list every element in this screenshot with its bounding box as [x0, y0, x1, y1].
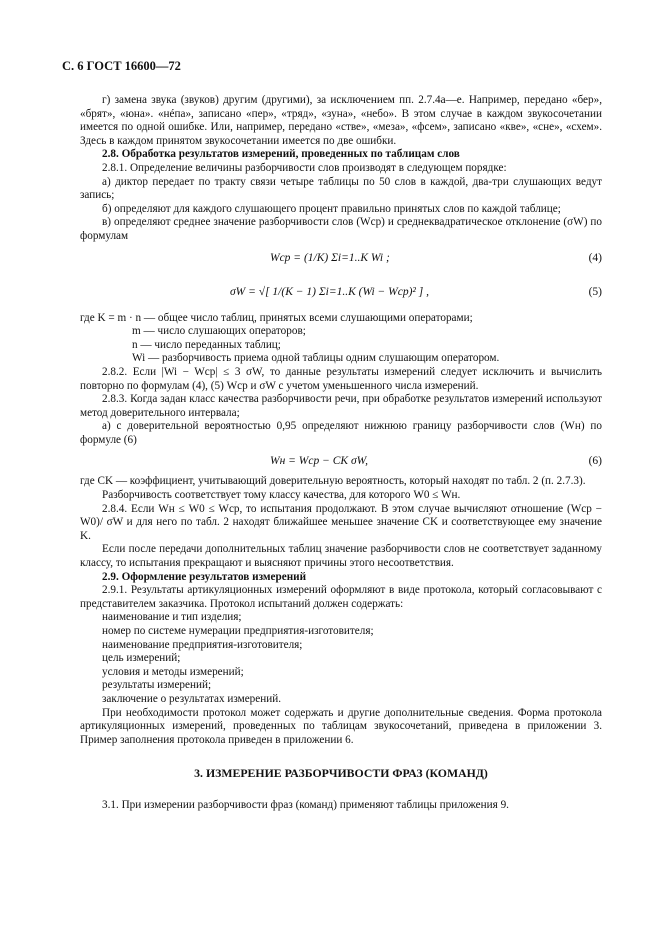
section-3-heading: 3. ИЗМЕРЕНИЕ РАЗБОРЧИВОСТИ ФРАЗ (КОМАНД): [194, 766, 488, 781]
list-item: наименование и тип изделия;: [102, 611, 242, 624]
section-2-9-heading: 2.9. Оформление результатов измерений: [102, 570, 307, 583]
formula-6-expression: Wн = Wср − CK σW,: [270, 455, 369, 468]
formula-6-number: (6): [588, 455, 602, 468]
clause-2-8-1-c: в) определяют среднее значение разборчивости слов (Wср) и среднеквадратическое отклонение (σW) по формулам: [80, 216, 602, 242]
where-n-definition: n — число переданных таблиц;: [132, 338, 281, 351]
closing-paragraph: При необходимости протокол может содержать и другие дополнительные сведения. Форма протокола артикуляционных измерений, проведенных по таблицам звукосочетаний, приведена в приложении 3. Пример заполнения протокола приведен в приложении 6.: [80, 706, 602, 746]
paragraph-sound-replacement: г) замена звука (звуков) другим (другими), за исключением пп. 2.7.4а—е. Например, передано «бер», «брят», «юна». «нéпа», записано «пер», «тряд», «зуна», «небо». В этом случае в каждом звукосочетании имеется по одной ошибке. Или, например, передано «стве», «меза», «фсем», записано «кве», «сне», «схем». Здесь в каждом принятом звукосочетании имеется по две ошибки.: [80, 94, 602, 147]
clause-2-8-1-a: а) диктор передает по тракту связи четыре таблицы по 50 слов в каждой, два-три слушающих ведут запись;: [80, 175, 602, 202]
list-item: номер по системе нумерации предприятия-изготовителя;: [102, 625, 374, 637]
section-2-8-heading: 2.8. Обработка результатов измерений, проведенных по таблицам слов: [102, 148, 460, 161]
clause-2-8-4: 2.8.4. Если Wн ≤ W0 ≤ Wср, то испытания продолжают. В этом случае вычисляют отношение (Wср − W0)/ σW и для него по табл. 2 находят ближайшее меньшее значение CK и соответствующее ему значение K.: [80, 502, 602, 542]
formula-6: [80, 447, 602, 475]
document-body: [80, 94, 602, 813]
clause-2-8-1: 2.8.1. Определение величины разборчивости слов производят в следующем порядке:: [102, 161, 507, 174]
list-item: наименование предприятия-изготовителя;: [102, 638, 303, 651]
formula-4: [80, 244, 602, 278]
clause-2-9-1: 2.9.1. Результаты артикуляционных измерений оформляют в виде протокола, который согласовывают с представителем заказчика. Протокол испытаний должен содержать:: [80, 584, 602, 610]
formula-5: [80, 278, 602, 312]
formula-5-expression: σW = √[ 1/(K − 1) Σi=1..K (Wi − Wср)² ] ,: [230, 285, 429, 298]
where-m-definition: m — число слушающих операторов;: [132, 325, 306, 338]
extra-tables-paragraph: Если после передачи дополнительных таблиц значение разборчивости слов не соответствует заданному классу, то испытания прекращают и выясняют причины этого несоответствия.: [80, 543, 602, 570]
list-item: цель измерений;: [102, 652, 181, 665]
formula-5-number: (5): [588, 285, 602, 298]
clause-2-8-1-b: б) определяют для каждого слушающего процент правильно принятых слов по каждой таблице;: [102, 202, 561, 215]
list-item: заключение о результатах измерений.: [102, 692, 281, 705]
ck-definition: где CK — коэффициент, учитывающий доверительную вероятность, который находят по табл. 2 (п. 2.7.3).: [80, 475, 586, 488]
where-k-definition: где K = m · n — общее число таблиц, принятых всеми слушающими операторами;: [80, 311, 473, 324]
class-condition: Разборчивость соответствует тому классу качества, для которого W0 ≤ Wн.: [102, 489, 461, 502]
clause-2-8-2: 2.8.2. Если |Wi − Wср| ≤ 3 σW, то данные результаты измерений следует исключить и вычислить повторно по формулам (4), (5) Wср и σW с учетом уменьшенного числа измерений.: [80, 365, 602, 392]
formula-4-number: (4): [588, 251, 602, 264]
clause-2-8-3-a: а) с доверительной вероятностью 0,95 определяют нижнюю границу разборчивости слов (Wн) по формуле (6): [80, 420, 602, 446]
clause-3-1: 3.1. При измерении разборчивости фраз (команд) применяют таблицы приложения 9.: [102, 798, 509, 811]
formula-4-expression: Wср = (1/K) Σi=1..K Wi ;: [270, 251, 390, 264]
list-item: результаты измерений;: [102, 679, 212, 692]
list-item: условия и методы измерений;: [102, 665, 244, 678]
where-wi-definition: Wi — разборчивость приема одной таблицы одним слушающим оператором.: [132, 352, 500, 365]
clause-2-8-3: 2.8.3. Когда задан класс качества разборчивости речи, при обработке результатов измерений используют метод доверительного интервала;: [80, 393, 602, 419]
page-header: С. 6 ГОСТ 16600—72: [62, 59, 181, 73]
